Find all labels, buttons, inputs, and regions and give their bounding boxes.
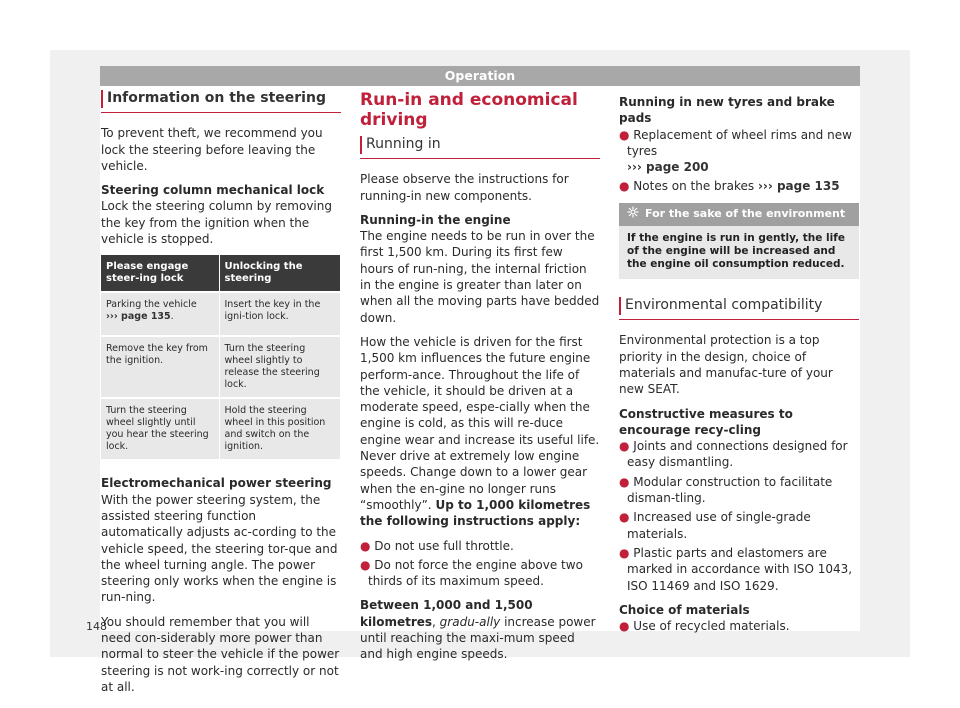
page-ref-link[interactable]: ››› page 200: [627, 160, 709, 175]
column-1: [101, 90, 341, 703]
table-cell: Turn the steering wheel slightly until you hear the steering lock.: [101, 398, 219, 459]
page-number: 148: [86, 620, 107, 633]
constructive-heading: Constructive measures to encourage recy-cling: [619, 406, 793, 437]
mech-lock-text: Lock the steering column by removing the key from the ignition when the vehicle is stopped.: [101, 199, 332, 247]
environment-note-text: If the engine is run in gently, the life of the engine will be increased and the engine oil consumption reduced.: [627, 232, 845, 271]
list-item: ● Plastic parts and elastomers are marked in accordance with ISO 1043, ISO 11469 and ISO 1629.: [619, 545, 853, 593]
page-ref-link[interactable]: ››› page 135: [757, 179, 840, 194]
running-in-subheading: Running in: [360, 136, 600, 159]
table-row: [101, 292, 341, 336]
table-cell: Remove the key from the ignition.: [101, 336, 219, 398]
bullet-icon: ●: [619, 127, 634, 142]
table-header-unlock: Unlocking the steering: [219, 255, 341, 292]
page-ref-link[interactable]: ››› page 135: [106, 311, 171, 323]
steering-lock-table: [101, 255, 341, 459]
list-item: ● Do not force the engine above two thirds of its maximum speed.: [360, 557, 583, 589]
table-cell: Parking the vehicle ››› page 135.: [101, 292, 219, 336]
bullet-icon: ●: [360, 538, 375, 553]
table-row: [101, 336, 341, 398]
engine-heading: Running-in the engine: [360, 212, 511, 227]
bullet-icon: ●: [619, 179, 634, 194]
eps-heading: Electromechanical power steering: [101, 476, 332, 491]
list-item: ● Replacement of wheel rims and new tyres ››› page 200: [619, 127, 852, 175]
bullet-icon: ●: [619, 619, 634, 634]
eps-text-2: You should remember that you will need con-siderably more power than normal to steer the vehicle if the power steering is not work-ing correctly or not at all.: [101, 614, 340, 694]
list-item: ● Joints and connections designed for easy dismantling.: [619, 439, 848, 470]
section-heading-steering: Information on the steering: [101, 90, 341, 113]
bullet-icon: ●: [619, 439, 634, 454]
table-header-lock: Please engage steer-ing lock: [101, 255, 219, 292]
mech-lock-heading: Steering column mechanical lock: [101, 183, 325, 198]
list-item: ● Notes on the brakes ››› page 135: [619, 179, 840, 194]
table-cell: Turn the steering wheel slightly to release the steering lock.: [219, 336, 341, 398]
tyres-heading: Running in new tyres and brake pads: [619, 95, 835, 126]
env-compat-heading: Environmental compatibility: [619, 297, 859, 320]
list-item: ● Modular construction to facilitate disman-tling.: [619, 474, 833, 506]
env-compat-text: Environmental protection is a top priority in the design, choice of materials and manufac-ture of your new SEAT.: [619, 333, 833, 397]
environment-note: [619, 203, 859, 279]
run-in-intro: Please observe the instructions for running-in new components.: [360, 172, 569, 203]
bullet-icon: ●: [619, 545, 634, 560]
table-row: [101, 398, 341, 459]
between-text: Between 1,000 and 1,500 kilometres, gradu-ally increase power until reaching the maxi-mum speed and high engine speeds.: [360, 598, 596, 662]
column-2: [360, 90, 600, 671]
list-item: ● Do not use full throttle.: [360, 538, 514, 553]
eps-text-1: With the power steering system, the assisted steering function automatically adjusts ac-cording to the vehicle speed, the steering tor-que and the wheel turning angle. The power steering only works when the engine is run-ning.: [101, 492, 338, 605]
materials-heading: Choice of materials: [619, 602, 750, 617]
bullet-icon: ●: [619, 510, 634, 525]
table-cell: Hold the steering wheel in this position and switch on the ignition.: [219, 398, 341, 459]
driven-text: How the vehicle is driven for the first 1,500 km influences the future engine perform-ance. Throughout the life of the vehicle, it should be driven at a moderate speed, espe-cially when the engine is cold, as this will re-duce engine wear and increase its useful life. Never drive at extremely low engine speeds. Change down to a lower gear when the en-gine no longer runs “smoothly”. Up to 1,000 kilometres the following instructions apply:: [360, 334, 600, 529]
list-item: ● Increased use of single-grade materials.: [619, 510, 811, 541]
bullet-icon: ●: [619, 474, 634, 489]
leaf-icon: [627, 206, 639, 223]
column-3: [619, 90, 859, 637]
table-cell: Insert the key in the igni-tion lock.: [219, 292, 341, 336]
steering-intro: To prevent theft, we recommend you lock the steering before leaving the vehicle.: [101, 126, 323, 173]
run-in-heading: Run-in and economical driving: [360, 90, 578, 130]
list-item: ● Use of recycled materials.: [619, 619, 790, 634]
chapter-header: Operation: [100, 66, 860, 86]
environment-note-header: For the sake of the environment: [619, 203, 859, 226]
engine-text: The engine needs to be run in over the first 1,500 km. During its first few hours of run-ning, the internal friction in the engine is greater than later on when all the moving parts have bedded down.: [360, 229, 600, 325]
bullet-icon: ●: [360, 557, 375, 572]
